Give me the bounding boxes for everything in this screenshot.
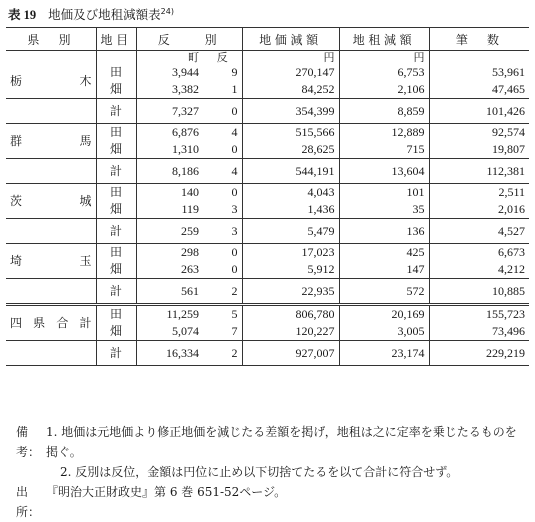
subtotal-row <box>6 279 529 304</box>
land-tax-reduction: 2,106 <box>339 81 429 99</box>
plot-count: 112,381 <box>429 159 529 184</box>
units-row <box>6 51 529 65</box>
land-value-reduction: 354,399 <box>242 99 339 124</box>
area-tan: 1 <box>231 82 238 96</box>
unit-yen: 円 <box>339 51 429 65</box>
area-tan: 5 <box>231 307 238 321</box>
land-type: 計 <box>96 341 136 366</box>
land-type: 田 <box>96 64 136 81</box>
area-tan: 0 <box>231 142 238 156</box>
col-land-tax: 地租減額 <box>339 28 429 51</box>
area-cho: 561 <box>136 279 203 304</box>
table-caption: 地価及び地租減額表 <box>48 7 161 22</box>
land-value-reduction: 544,191 <box>242 159 339 184</box>
col-plots: 筆 数 <box>429 28 529 51</box>
header-row <box>6 28 529 51</box>
table-title <box>8 5 174 23</box>
land-type: 田 <box>96 244 136 262</box>
land-tax-reduction: 13,604 <box>339 159 429 184</box>
land-type: 畑 <box>96 141 136 159</box>
prefecture-name: 栃木 <box>10 73 92 88</box>
area-tan: 0 <box>231 262 238 276</box>
land-value-reduction: 270,147 <box>242 64 339 81</box>
land-tax-reduction: 35 <box>339 201 429 219</box>
area-cho: 16,334 <box>136 341 203 366</box>
area-tan: 0 <box>231 185 238 199</box>
area-tan: 3 <box>231 202 238 216</box>
area-cho: 298 <box>136 244 203 262</box>
area-tan: 2 <box>203 341 242 366</box>
col-area: 反 別 <box>136 28 242 51</box>
land-type: 田 <box>96 305 136 324</box>
plot-count: 6,673 <box>429 244 529 262</box>
land-tax-reduction: 20,169 <box>339 305 429 324</box>
land-tax-reduction: 101 <box>339 184 429 202</box>
area-cho: 140 <box>136 184 203 202</box>
area-cho: 263 <box>136 261 203 279</box>
prefecture-blank <box>6 341 96 366</box>
land-tax-reduction: 6,753 <box>339 64 429 81</box>
table-number: 表 19 <box>8 8 37 22</box>
notes-section <box>16 422 526 522</box>
source-label: 出所： <box>16 485 41 519</box>
unit-yen: 円 <box>242 51 339 65</box>
area-tan: 9 <box>231 65 238 79</box>
area-tan: 7 <box>231 324 238 338</box>
land-value-reduction: 806,780 <box>242 305 339 324</box>
land-type: 計 <box>96 279 136 304</box>
area-cho: 5,074 <box>136 323 203 341</box>
area-cho: 6,876 <box>136 124 203 142</box>
table-row <box>6 64 529 81</box>
plot-count: 92,574 <box>429 124 529 142</box>
land-tax-reduction: 136 <box>339 219 429 244</box>
prefecture-name: 群馬 <box>10 133 92 148</box>
land-value-reduction: 22,935 <box>242 279 339 304</box>
plot-count: 53,961 <box>429 64 529 81</box>
plot-count: 19,807 <box>429 141 529 159</box>
land-type: 畑 <box>96 201 136 219</box>
area-cho: 1,310 <box>136 141 203 159</box>
plot-count: 101,426 <box>429 99 529 124</box>
area-tan: 0 <box>231 245 238 259</box>
land-tax-reduction: 8,859 <box>339 99 429 124</box>
land-value-reduction: 4,043 <box>242 184 339 202</box>
prefecture-blank <box>6 219 96 244</box>
land-tax-reduction: 3,005 <box>339 323 429 341</box>
area-cho: 119 <box>136 201 203 219</box>
table-row <box>6 184 529 202</box>
land-value-reduction: 120,227 <box>242 323 339 341</box>
prefecture-blank <box>6 279 96 304</box>
area-tan: 4 <box>203 159 242 184</box>
land-value-reduction: 28,625 <box>242 141 339 159</box>
plot-count: 4,212 <box>429 261 529 279</box>
subtotal-row <box>6 99 529 124</box>
area-tan: 2 <box>203 279 242 304</box>
prefecture-blank <box>6 99 96 124</box>
land-tax-reduction: 715 <box>339 141 429 159</box>
table-row <box>6 124 529 142</box>
land-type: 計 <box>96 219 136 244</box>
land-tax-reduction: 12,889 <box>339 124 429 142</box>
plot-count: 4,527 <box>429 219 529 244</box>
prefecture-blank <box>6 159 96 184</box>
subtotal-row <box>6 159 529 184</box>
prefecture-name: 茨城 <box>10 193 92 208</box>
note-2: 2. 反別は反位，金額は円位に止め以下切捨てたるを以て合計に符合せず。 <box>60 465 459 479</box>
area-cho: 7,327 <box>136 99 203 124</box>
land-value-reduction: 515,566 <box>242 124 339 142</box>
subtotal-row <box>6 219 529 244</box>
land-tax-reduction: 425 <box>339 244 429 262</box>
plot-count: 229,219 <box>429 341 529 366</box>
land-tax-reduction: 23,174 <box>339 341 429 366</box>
col-prefecture: 県 別 <box>6 28 96 51</box>
area-tan: 3 <box>203 219 242 244</box>
unit-cho: 町 <box>136 51 203 65</box>
units-blank <box>6 51 96 65</box>
area-tan: 4 <box>231 125 238 139</box>
units-blank <box>96 51 136 65</box>
land-value-reduction: 17,023 <box>242 244 339 262</box>
land-type: 畑 <box>96 81 136 99</box>
land-value-reduction: 5,479 <box>242 219 339 244</box>
land-value-table <box>6 27 529 366</box>
prefecture-name: 埼玉 <box>10 253 92 268</box>
land-type: 計 <box>96 159 136 184</box>
area-cho: 8,186 <box>136 159 203 184</box>
land-value-reduction: 927,007 <box>242 341 339 366</box>
area-cho: 11,259 <box>136 305 203 324</box>
plot-count: 2,016 <box>429 201 529 219</box>
table-row <box>6 305 529 324</box>
notes-label: 備考： <box>16 425 41 459</box>
note-1: 1. 地価は元地価より修正地価を減じたる差額を掲げ，地租は之に定率を乗じたるものを掲ぐ。 <box>46 425 517 459</box>
plot-count: 2,511 <box>429 184 529 202</box>
area-cho: 3,382 <box>136 81 203 99</box>
area-tan: 0 <box>203 99 242 124</box>
area-cho: 259 <box>136 219 203 244</box>
land-tax-reduction: 147 <box>339 261 429 279</box>
land-type: 田 <box>96 124 136 142</box>
land-value-reduction: 84,252 <box>242 81 339 99</box>
footnote-ref: 24) <box>160 6 174 16</box>
table-body <box>6 51 529 366</box>
land-type: 計 <box>96 99 136 124</box>
plot-count: 10,885 <box>429 279 529 304</box>
prefecture-name: 四県合計 <box>10 315 92 330</box>
plot-count: 155,723 <box>429 305 529 324</box>
land-type: 畑 <box>96 323 136 341</box>
land-tax-reduction: 572 <box>339 279 429 304</box>
land-value-reduction: 1,436 <box>242 201 339 219</box>
plot-count: 47,465 <box>429 81 529 99</box>
land-type: 畑 <box>96 261 136 279</box>
plot-count: 73,496 <box>429 323 529 341</box>
col-land-value: 地価減額 <box>242 28 339 51</box>
source-text: 『明治大正財政史』第 6 巻 651-52ページ。 <box>46 485 287 499</box>
area-cho: 3,944 <box>136 64 203 81</box>
land-type: 田 <box>96 184 136 202</box>
land-value-reduction: 5,912 <box>242 261 339 279</box>
unit-tan: 反 <box>216 51 228 64</box>
table-row <box>6 244 529 262</box>
col-land-type: 地目 <box>96 28 136 51</box>
subtotal-row <box>6 341 529 366</box>
units-blank <box>429 51 529 65</box>
